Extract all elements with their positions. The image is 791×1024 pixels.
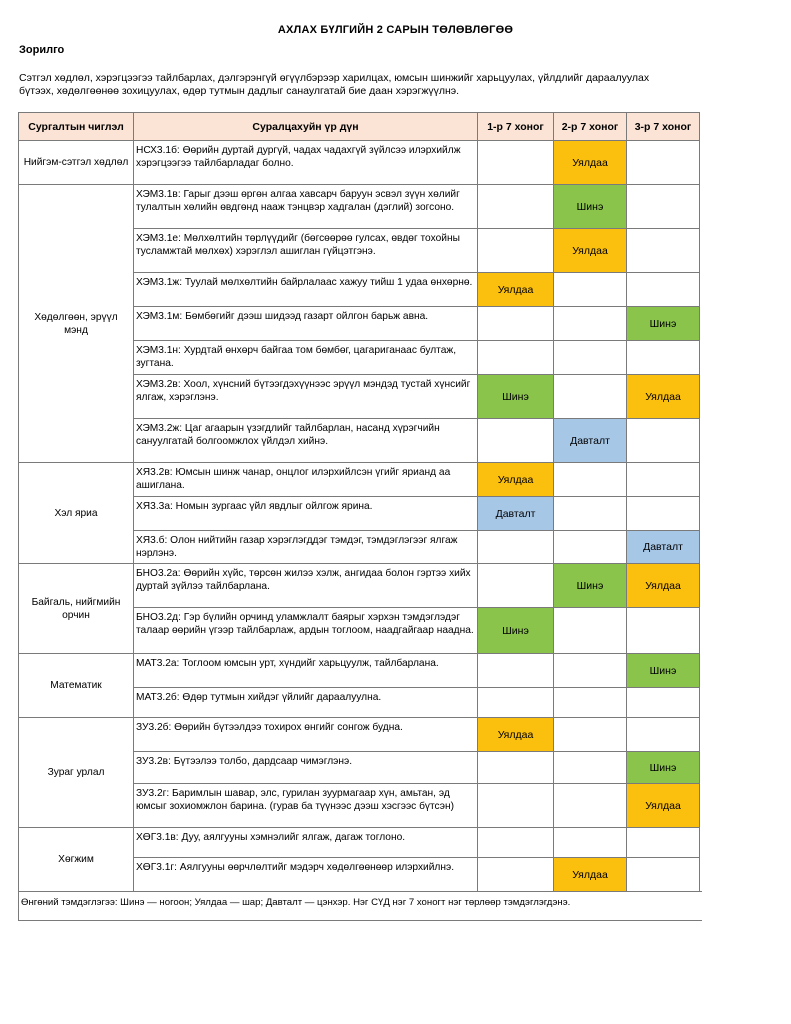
table-row xyxy=(19,463,703,497)
table-edge xyxy=(700,784,703,828)
table-header-row xyxy=(19,113,703,141)
area-cell: Нийгэм-сэтгэл хөдлөл xyxy=(19,141,134,185)
week-1-cell: Уялдаа xyxy=(478,718,554,752)
week-2-cell: Уялдаа xyxy=(554,141,627,185)
table-edge xyxy=(700,608,703,654)
week-2-cell xyxy=(554,497,627,531)
week-3-cell xyxy=(627,185,700,229)
table-edge xyxy=(700,307,703,341)
table-edge xyxy=(700,375,703,419)
week-2-cell xyxy=(554,752,627,784)
week-1-cell xyxy=(478,141,554,185)
week-2-cell xyxy=(554,463,627,497)
table-edge xyxy=(700,828,703,858)
table-row xyxy=(19,654,703,688)
week-2-cell xyxy=(554,828,627,858)
week-3-cell xyxy=(627,141,700,185)
outcome-cell: БНО3.2а: Өөрийн хүйс, төрсөн жилээ хэлж, ангидаа болон гэртээ хийх дуртай зүйлээ тайлбарлана. xyxy=(134,564,478,608)
week-3-cell xyxy=(627,229,700,273)
table-edge xyxy=(700,654,703,688)
outcome-cell: ХЯ3.3а: Номын зургаас үйл явдлыг ойлгож ярина. xyxy=(134,497,478,531)
outcome-cell: ХЭМ3.1в: Гарыг дээш өргөн алгаа хавсарч баруун эсвэл зүүн хөлийг тулалтын хөлийн өвдгөнд нааж тэнцвэр хадгалан (дэглий) зогсоно. xyxy=(134,185,478,229)
week-3-cell xyxy=(627,608,700,654)
table-edge xyxy=(700,688,703,718)
table-row xyxy=(19,828,703,858)
table-edge xyxy=(700,113,703,141)
week-1-cell xyxy=(478,784,554,828)
legend-row xyxy=(19,892,703,921)
table-row xyxy=(19,718,703,752)
week-2-cell xyxy=(554,718,627,752)
week-3-cell: Уялдаа xyxy=(627,784,700,828)
table-edge xyxy=(700,229,703,273)
outcome-cell: ХӨГ3.1г: Аялгууны өөрчлөлтийг мэдэрч хөдөлгөөнөөр илэрхийлнэ. xyxy=(134,858,478,892)
week-2-cell: Шинэ xyxy=(554,564,627,608)
table-edge xyxy=(700,463,703,497)
header-outcome: Суралцахуйн үр дүн xyxy=(134,113,478,141)
area-cell: Зураг урлал xyxy=(19,718,134,828)
document-title: АХЛАХ БҮЛГИЙН 2 САРЫН ТӨЛӨВЛӨГӨӨ xyxy=(277,24,514,36)
week-1-cell xyxy=(478,531,554,564)
outcome-cell: ЗУ3.2б: Өөрийн бүтээлдээ тохирох өнгийг сонгож будна. xyxy=(134,718,478,752)
table-edge xyxy=(700,419,703,463)
table-row xyxy=(19,185,703,229)
outcome-cell: МАТ3.2б: Өдөр тутмын хийдэг үйлийг дараалуулна. xyxy=(134,688,478,718)
week-2-cell xyxy=(554,307,627,341)
table-edge xyxy=(700,497,703,531)
week-1-cell xyxy=(478,654,554,688)
week-2-cell xyxy=(554,273,627,307)
week-1-cell xyxy=(478,828,554,858)
week-1-cell: Шинэ xyxy=(478,375,554,419)
week-1-cell xyxy=(478,752,554,784)
week-3-cell: Уялдаа xyxy=(627,564,700,608)
outcome-cell: ХЭМ3.1ж: Туулай мөлхөлтийн байрлалаас хажуу тийш 1 удаа өнхөрнө. xyxy=(134,273,478,307)
table-edge xyxy=(700,718,703,752)
week-1-cell: Шинэ xyxy=(478,608,554,654)
outcome-cell: ХЭМ3.1н: Хурдтай өнхөрч байгаа том бөмбөг, цагариганаас бултаж, зугтана. xyxy=(134,341,478,375)
week-3-cell: Давталт xyxy=(627,531,700,564)
table-edge xyxy=(700,341,703,375)
area-cell: Хэл яриа xyxy=(19,463,134,564)
table-edge xyxy=(700,273,703,307)
area-cell: Математик xyxy=(19,654,134,718)
week-2-cell xyxy=(554,688,627,718)
plan-table-body xyxy=(19,141,703,921)
week-2-cell: Давталт xyxy=(554,419,627,463)
outcome-cell: ЗУ3.2в: Бүтээлээ толбо, дардсаар чимэглэнэ. xyxy=(134,752,478,784)
week-1-cell xyxy=(478,858,554,892)
week-3-cell xyxy=(627,718,700,752)
table-edge xyxy=(700,564,703,608)
week-3-cell: Уялдаа xyxy=(627,375,700,419)
area-cell: Байгаль, нийгмийн орчин xyxy=(19,564,134,654)
header-week-3: 3-р 7 хоног xyxy=(627,113,700,141)
week-1-cell: Уялдаа xyxy=(478,463,554,497)
week-1-cell xyxy=(478,229,554,273)
table-row xyxy=(19,141,703,185)
week-2-cell: Уялдаа xyxy=(554,229,627,273)
week-3-cell xyxy=(627,858,700,892)
table-edge xyxy=(700,531,703,564)
week-2-cell xyxy=(554,375,627,419)
week-1-cell xyxy=(478,688,554,718)
table-edge xyxy=(700,858,703,892)
header-week-2: 2-р 7 хоног xyxy=(554,113,627,141)
week-3-cell: Шинэ xyxy=(627,654,700,688)
week-1-cell xyxy=(478,341,554,375)
table-edge xyxy=(700,752,703,784)
outcome-cell: ХЭМ3.2ж: Цаг агаарын үзэгдлийг тайлбарлан, насанд хүрэгчийн сануулгатай болгоомжлох үйлдэл хийнэ. xyxy=(134,419,478,463)
outcome-cell: НСХ3.1б: Өөрийн дуртай дургүй, чадах чадахгүй зүйлсээ илэрхийлж хэрэгцээгээ тайлбарладаг болно. xyxy=(134,141,478,185)
week-3-cell xyxy=(627,463,700,497)
plan-table xyxy=(18,112,702,921)
week-3-cell: Шинэ xyxy=(627,752,700,784)
table-edge xyxy=(700,185,703,229)
week-2-cell xyxy=(554,654,627,688)
week-2-cell xyxy=(554,784,627,828)
legend-text: Өнгөний тэмдэглэгээ: Шинэ — ногоон; Уялдаа — шар; Давталт — цэнхэр. Нэг СҮД нэг 7 хоногт нэг төрлөөр тэмдэглэгдэнэ. xyxy=(19,892,703,921)
outcome-cell: МАТ3.2а: Тоглоом юмсын урт, хүндийг харьцуулж, тайлбарлана. xyxy=(134,654,478,688)
week-1-cell: Давталт xyxy=(478,497,554,531)
week-3-cell xyxy=(627,828,700,858)
week-1-cell xyxy=(478,419,554,463)
week-3-cell xyxy=(627,497,700,531)
week-2-cell: Шинэ xyxy=(554,185,627,229)
outcome-cell: ХЭМ3.1м: Бөмбөгийг дээш шидээд газарт ойлгон барьж авна. xyxy=(134,307,478,341)
week-2-cell xyxy=(554,608,627,654)
week-1-cell xyxy=(478,185,554,229)
outcome-cell: ХЯ3.б: Олон нийтийн газар хэрэглэгддэг тэмдэг, тэмдэглэгээг ялгаж нэрлэнэ. xyxy=(134,531,478,564)
outcome-cell: ХЭМ3.1е: Мөлхөлтийн төрлүүдийг (бөгсөөрөө гулсах, өвдөг тохойны тусламжтай мөлхөх) хэрэглэл ашиглан гүйцэтгэнэ. xyxy=(134,229,478,273)
week-2-cell xyxy=(554,341,627,375)
area-cell: Хөгжим xyxy=(19,828,134,892)
outcome-cell: ХӨГ3.1в: Дуу, аялгууны хэмнэлийг ялгаж, дагаж тоглоно. xyxy=(134,828,478,858)
table-row xyxy=(19,564,703,608)
week-1-cell xyxy=(478,307,554,341)
week-2-cell: Уялдаа xyxy=(554,858,627,892)
week-3-cell: Шинэ xyxy=(627,307,700,341)
outcome-cell: БНО3.2д: Гэр бүлийн орчинд уламжлалт баярыг хэрхэн тэмдэглэдэг талаар өөрийн үгээр тайлбарлаж, ардын тоглоом, наадгайгаар наадна. xyxy=(134,608,478,654)
table-edge xyxy=(700,141,703,185)
week-3-cell xyxy=(627,341,700,375)
area-cell: Хөдөлгөөн, эрүүл мэнд xyxy=(19,185,134,463)
header-area: Сургалтын чиглэл xyxy=(19,113,134,141)
outcome-cell: ЗУ3.2г: Баримлын шавар, элс, гурилан зуурмагаар хүн, амьтан, эд юмсыг зохиомжлон барина. (гурав ба түүнээс дээш хэсгээс бүтсэн) xyxy=(134,784,478,828)
goal-text: Сэтгэл хөдлөл, хэрэгцээгээ тайлбарлах, дэлгэрэнгүй өгүүлбэрээр харилцах, юмсын шинжийг харьцуулах, үйлдлийг дараалуулах бүтээх, хөдөлгөөнөө зохицуулах, өдөр тутмын дадлыг санаулгатай бие даан хэрэгжүүлнэ. xyxy=(19,72,650,97)
week-2-cell xyxy=(554,531,627,564)
week-1-cell: Уялдаа xyxy=(478,273,554,307)
outcome-cell: ХЭМ3.2в: Хоол, хүнсний бүтээгдэхүүнээс эрүүл мэндэд тустай хүнсийг ялгаж, хэрэглэнэ. xyxy=(134,375,478,419)
goal-heading: Зорилго xyxy=(19,44,65,56)
week-3-cell xyxy=(627,273,700,307)
week-1-cell xyxy=(478,564,554,608)
outcome-cell: ХЯ3.2в: Юмсын шинж чанар, онцлог илэрхийлсэн үгийг ярианд аа ашиглана. xyxy=(134,463,478,497)
week-3-cell xyxy=(627,688,700,718)
week-3-cell xyxy=(627,419,700,463)
header-week-1: 1-р 7 хоног xyxy=(478,113,554,141)
